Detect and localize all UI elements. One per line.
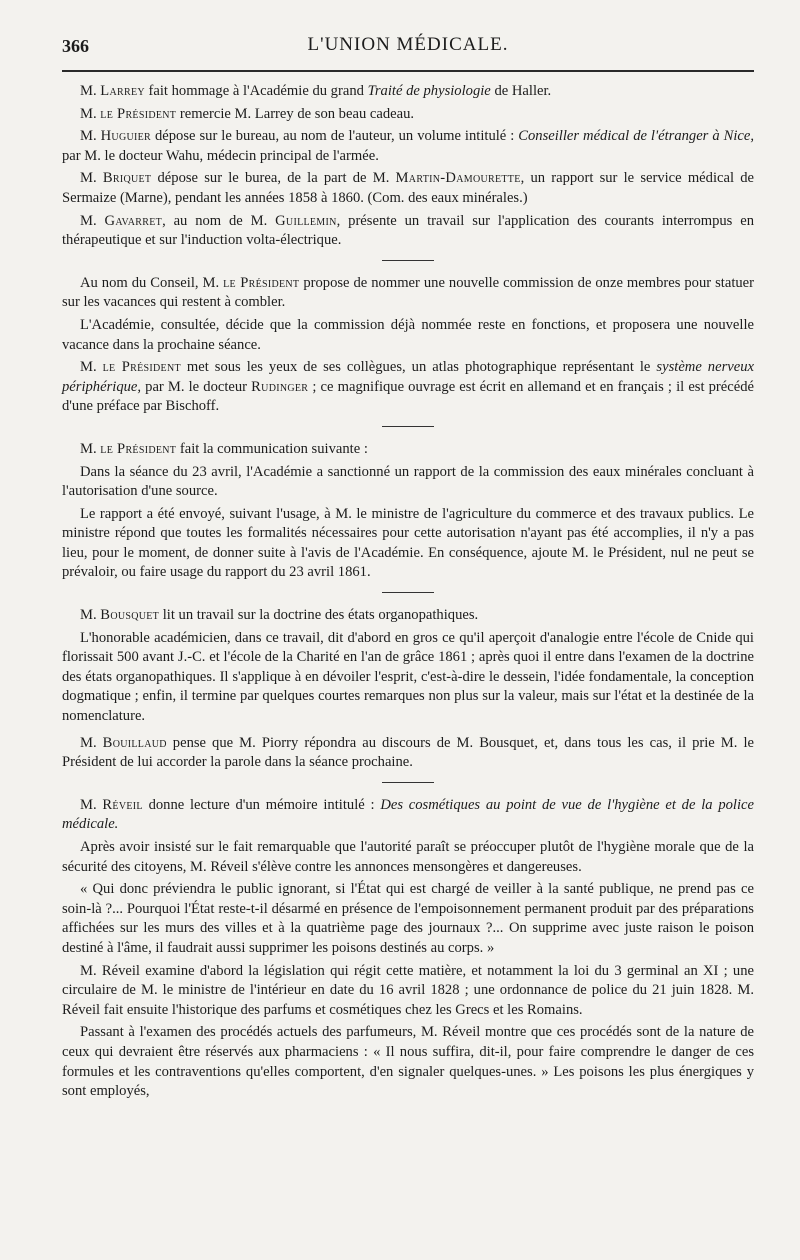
paragraph-reveil: M. Réveil donne lecture d'un mémoire intitulé : Des cosmétiques au point de vue de l'hygiène et de la police médicale. bbox=[62, 796, 754, 833]
paragraph-atlas: M. le Président met sous les yeux de ses collègues, un atlas photographique représentant le système nerveux périphérique, par M. le docteur Rudinger ; ce magnifique ouvrage est écrit en allemand et en français ; il est précédé d'une préface par Bischoff. bbox=[62, 359, 754, 415]
memoir-title: Des cosmétiques au point de vue de l'hygiène et de la police médicale. bbox=[62, 796, 754, 833]
section-separator bbox=[382, 592, 434, 593]
paragraph-ministre-reponse: Le rapport a été envoyé, suivant l'usage, à M. le ministre de l'agriculture du commerce et des travaux publics. Le ministre répond que toutes les formalités nécessaires pour cette autorisation n'ayant pas été accomplies, il n'y a pas lieu, pour le moment, de donner suite à l'avis de l'Académie. En conséquence, ajoute M. le Président, nul ne peut se prévaloir, ou faire usage du rapport du 23 avril 1861. bbox=[62, 505, 754, 581]
author-name: Rudinger bbox=[251, 378, 309, 395]
header-rule bbox=[62, 70, 754, 72]
speaker-name: le Président bbox=[102, 359, 181, 376]
paragraph-seance-23-avril: Dans la séance du 23 avril, l'Académie a sanctionné un rapport de la commission des eaux minérales concluant à l'autorisation d'une source. bbox=[62, 463, 754, 500]
paragraph-parfumeurs: Passant à l'examen des procédés actuels des parfumeurs, M. Réveil montre que ces procédés sont de la nature de ceux qui devraient être réservés aux pharmaciens : « Il nous suffira, dit-il, pour faire comprendre le danger de ces formules et les contraventions qu'elles comportent, d'en signaler quelques-unes. » Les poisons les plus énergiques y sont employés, bbox=[62, 1024, 754, 1100]
paragraph-academicien: L'honorable académicien, dans ce travail, dit d'abord en gros ce qu'il aperçoit d'analogie entre l'école de Cnide qui florissait 500 avant J.-C. et l'école de la Charité en l'an de grâce 1861 ; après quoi il entre dans l'examen de la doctrine des états organopathiques. Il s'applique à en dévoiler l'esprit, c'est-à-dire le dessein, l'idée fondamentale, la conception dogmatique ; enfin, il termine par quelques courtes remarques non plus sur la valeur, mais sur l'état et la destinée de la nomenclature. bbox=[62, 629, 754, 725]
author-name: Guillemin bbox=[275, 212, 337, 229]
paragraph-communication: M. le Président fait la communication suivante : bbox=[80, 440, 368, 457]
speaker-name: le Président bbox=[100, 440, 177, 457]
paragraph-president-thanks: M. le Président remercie M. Larrey de son beau cadeau. bbox=[80, 105, 415, 122]
book-title: système nerveux périphérique, bbox=[62, 359, 754, 395]
speaker-name: Bousquet bbox=[100, 607, 160, 624]
paragraph-larrey: M. Larrey fait hommage à l'Académie du grand Traité de physiologie de Haller. bbox=[80, 83, 552, 99]
book-title: Traité de physiologie bbox=[367, 83, 491, 99]
paragraph-hygiene-morale: Après avoir insisté sur le fait remarquable que l'autorité paraît se préoccuper plutôt de l'hygiène morale que de la sécurité des citoyens, M. Réveil s'élève contre les annonces mensongères et dangereuses. bbox=[62, 839, 754, 875]
speaker-name: Réveil bbox=[102, 796, 143, 813]
speaker-name: Larrey bbox=[100, 83, 145, 99]
author-name: Martin-Damourette bbox=[395, 170, 521, 187]
speaker-name: le Président bbox=[223, 274, 300, 291]
page-number: 366 bbox=[62, 36, 89, 56]
section-separator bbox=[382, 260, 434, 261]
paragraph-legislation: M. Réveil examine d'abord la législation qui régit cette matière, et notamment la loi du 3 germinal an XI ; une circulaire de M. le ministre de l'intérieur en date du 16 avril 1828 ; une ordonnance de police du 21 juin 1828. M. Réveil fait ensuite l'historique des parfums et cosmétiques chez les Grecs et les Romains. bbox=[62, 962, 754, 1018]
speaker-name: Bouillaud bbox=[102, 734, 167, 751]
section-separator bbox=[382, 782, 434, 783]
journal-title: L'UNION MÉDICALE. bbox=[307, 34, 509, 55]
speaker-name: le Président bbox=[100, 105, 177, 122]
speaker-name: Gavarret bbox=[104, 212, 163, 229]
book-title: Conseiller médical de l'étranger à Nice, bbox=[518, 128, 754, 145]
section-separator bbox=[382, 426, 434, 427]
paragraph-bousquet: M. Bousquet lit un travail sur la doctrine des états organopathiques. bbox=[80, 607, 479, 624]
running-head bbox=[62, 0, 754, 56]
paragraph-commission-proposal: Au nom du Conseil, M. le Président propose de nommer une nouvelle commission de onze membres pour statuer sur les vacances qui restent à combler. bbox=[62, 274, 755, 311]
paragraph-huguier: M. Huguier dépose sur le bureau, au nom de l'auteur, un volume intitulé : Conseiller médical de l'étranger à Nice, par M. le docteur Wahu, médecin principal de l'armée. bbox=[62, 128, 754, 164]
paragraph-academy-decision: L'Académie, consultée, décide que la commission déjà nommée reste en fonctions, et proposera une nouvelle vacance dans la prochaine séance. bbox=[62, 316, 754, 353]
paragraph-bouillaud: M. Bouillaud pense que M. Piorry répondra au discours de M. Bousquet, et, dans tous les cas, il prie M. le Président de lui accorder la parole dans la séance prochaine. bbox=[62, 734, 754, 771]
paragraph-briquet: M. Briquet dépose sur le burea, de la part de M. Martin-Damourette, un rapport sur le service médical de Sermaize (Marne), pendant les années 1858 à 1860. (Com. des eaux minérales.) bbox=[62, 170, 754, 206]
page-body bbox=[62, 82, 754, 1102]
paragraph-gavarret: M. Gavarret, au nom de M. Guillemin, présente un travail sur l'application des courants interrompus en thérapeutique et sur l'induction volta-électrique. bbox=[62, 212, 754, 249]
paragraph-quotation: « Qui donc préviendra le public ignorant, si l'État qui est chargé de veiller à la santé publique, ne prend pas ce soin-là ?... Pourquoi l'État reste-t-il désarmé en présence de l'empoisonnement permanent produit par des préparations affichées sur les murs des villes et à la quatrième page des journaux ?... On supprime avec juste raison le poison destiné à l'âme, il faudrait aussi supprimer les poisons destinés au corps. » bbox=[62, 881, 754, 956]
speaker-name: Huguier bbox=[100, 128, 152, 145]
speaker-name: Briquet bbox=[102, 170, 152, 187]
